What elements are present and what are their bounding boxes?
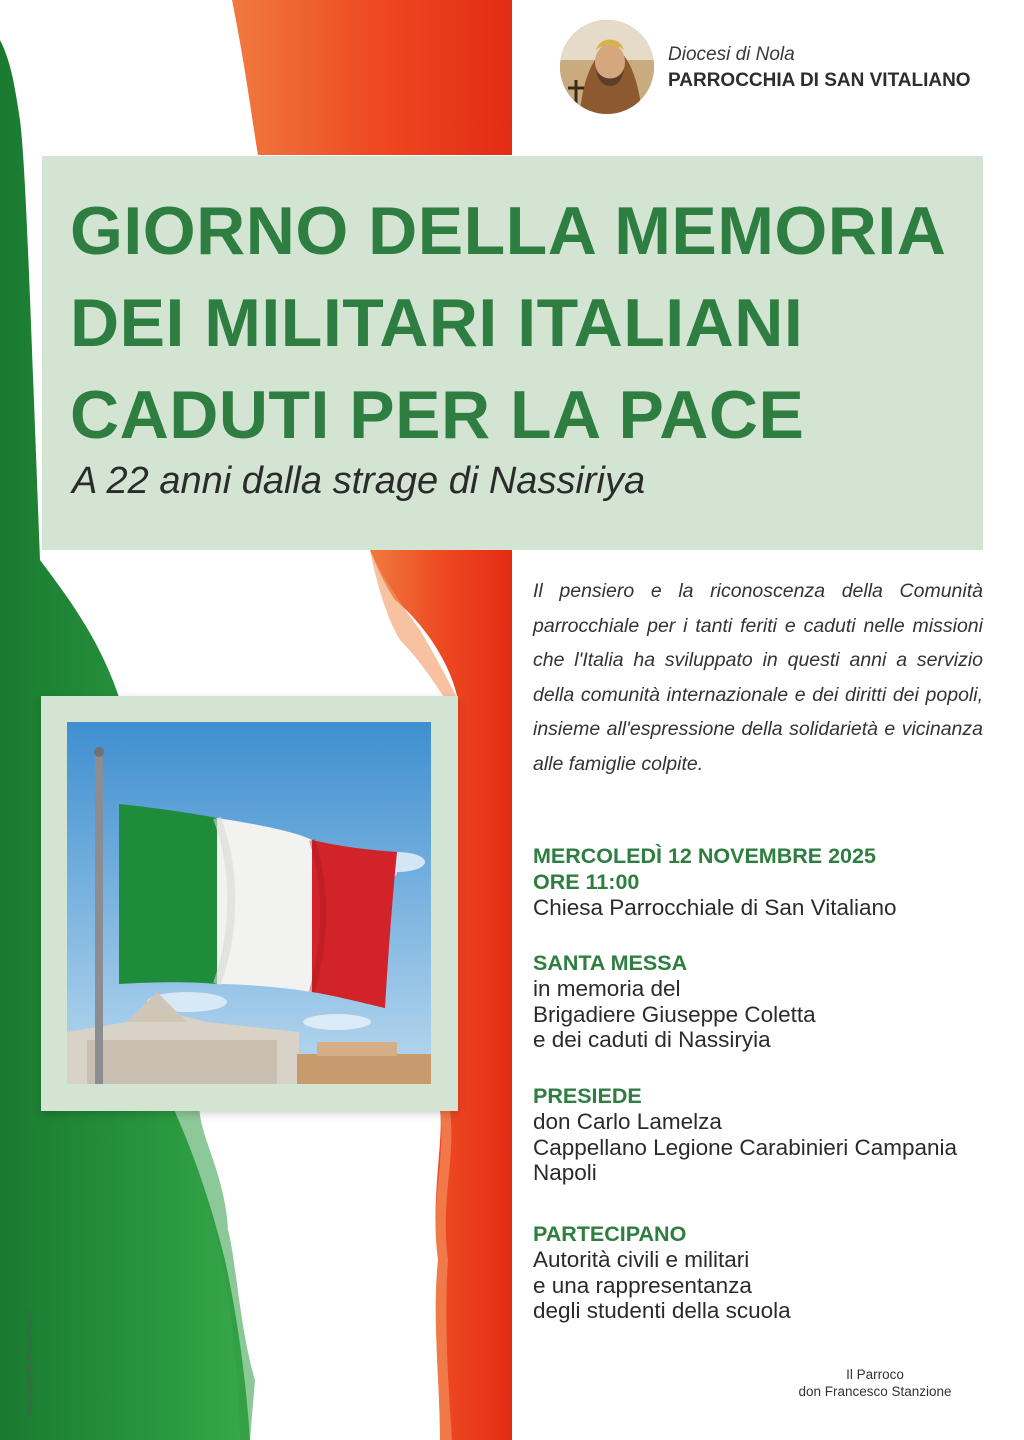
mass-line: Brigadiere Giuseppe Coletta [533, 1001, 816, 1027]
presides-block [533, 1083, 1003, 1186]
intro-paragraph: Il pensiero e la riconoscenza della Comunità parrocchiale per i tanti feriti e caduti nelle missioni che l'Italia ha sviluppato in questi anni a servizio della comunità internazionale e dei diritti dei popoli, insieme all'espressione della solidarietà e vicinanza alle famiglie colpite. [533, 580, 983, 775]
participants-line: degli studenti della scuola [533, 1298, 791, 1323]
participants-heading: PARTECIPANO [533, 1222, 687, 1246]
parish-header [560, 20, 1000, 116]
photo-frame [41, 696, 458, 1111]
participants-line: e una rappresentanza [533, 1272, 752, 1298]
participants-line: Autorità civili e militari [533, 1247, 750, 1272]
presides-line: Napoli [533, 1160, 597, 1185]
event-place: Chiesa Parrocchiale di San Vitaliano [533, 895, 897, 920]
presides-line: Cappellano Legione Carabinieri Campania [533, 1134, 958, 1160]
mass-line: in memoria del [533, 976, 681, 1001]
subtitle: A 22 anni dalla strage di Nassiriya [72, 460, 646, 502]
signature-role: Il Parroco [846, 1367, 904, 1382]
saint-portrait-icon [560, 20, 654, 114]
mass-line: e dei caduti di Nassiryia [533, 1027, 771, 1052]
event-date: MERCOLEDÌ 12 NOVEMBRE 2025 [533, 844, 876, 868]
signature-name: don Francesco Stanzione [798, 1384, 952, 1399]
event-block [533, 843, 1003, 921]
title-line-2: DEI MILITARI ITALIANI [70, 285, 804, 361]
signature [770, 1366, 980, 1400]
title-line-1: GIORNO DELLA MEMORIA [70, 193, 947, 269]
participants-block [533, 1221, 1003, 1324]
presides-heading: PRESIEDE [533, 1084, 642, 1108]
printer-credit: www.gianninipresservice.it [24, 1310, 34, 1416]
event-time: ORE 11:00 [533, 870, 640, 894]
title-line-3: CADUTI PER LA PACE [70, 377, 805, 453]
presides-line: don Carlo Lamelza [533, 1109, 722, 1134]
mass-block [533, 950, 1003, 1053]
italian-flag-photo [67, 722, 431, 1084]
parish-name: PARROCCHIA DI SAN VITALIANO [668, 70, 971, 91]
mass-heading: SANTA MESSA [533, 951, 688, 975]
title-panel [42, 156, 983, 550]
diocese-name: Diocesi di Nola [668, 44, 795, 65]
